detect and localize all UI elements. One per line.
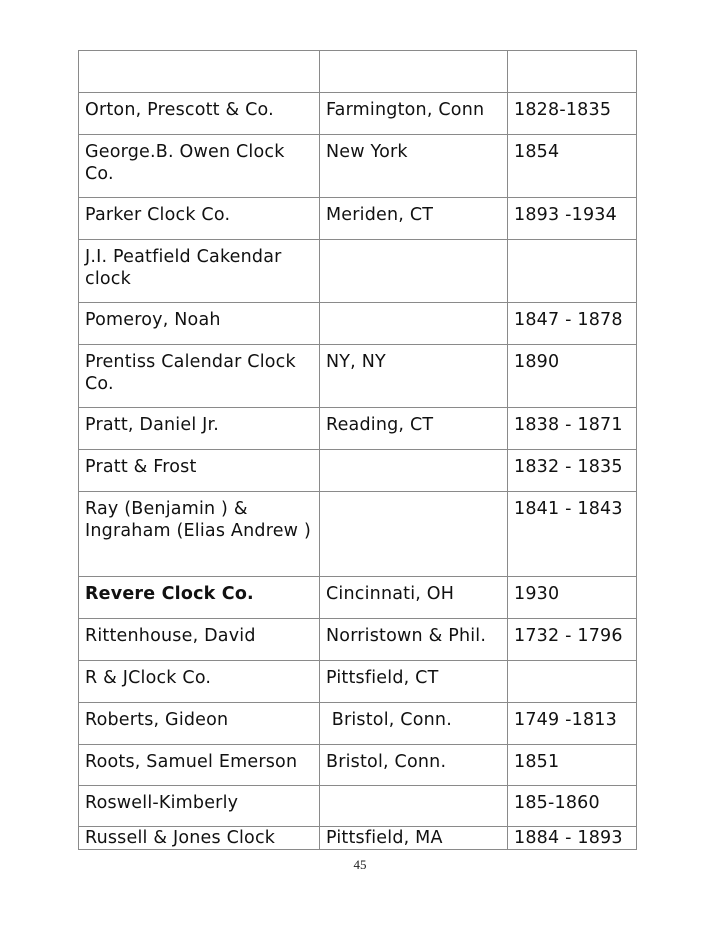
table-row [79,786,637,827]
dates-cell [508,240,637,303]
maker-cell: Roswell-Kimberly [79,786,320,827]
location-cell [320,492,508,577]
table-row [79,240,637,303]
maker-cell: Ray (Benjamin ) & Ingraham (Elias Andrew ) [79,492,320,577]
location-cell: Farmington, Conn [320,93,508,135]
table-row [79,345,637,408]
table-row [79,619,637,661]
location-cell: Reading, CT [320,408,508,450]
table-row [79,93,637,135]
dates-cell: 1847 - 1878 [508,303,637,345]
maker-cell: Orton, Prescott & Co. [79,93,320,135]
location-cell: NY, NY [320,345,508,408]
dates-cell: 1838 - 1871 [508,408,637,450]
maker-cell: Pratt, Daniel Jr. [79,408,320,450]
maker-cell: Roots, Samuel Emerson [79,745,320,786]
table-row [79,408,637,450]
dates-cell: 185-1860 [508,786,637,827]
table-row [79,492,637,577]
location-cell: New York [320,135,508,198]
maker-cell: R & JClock Co. [79,661,320,703]
table-row [79,827,637,850]
location-cell [320,786,508,827]
dates-cell: 1851 [508,745,637,786]
location-cell [320,303,508,345]
table-row [79,303,637,345]
location-cell [320,450,508,492]
maker-cell: Pomeroy, Noah [79,303,320,345]
table-row [79,135,637,198]
table-row [79,577,637,619]
table-row [79,703,637,745]
maker-cell: Parker Clock Co. [79,198,320,240]
dates-cell: 1893 -1934 [508,198,637,240]
maker-cell: Roberts, Gideon [79,703,320,745]
location-cell [320,240,508,303]
maker-cell: George.B. Owen Clock Co. [79,135,320,198]
table-row [79,51,637,93]
dates-cell: 1854 [508,135,637,198]
table-row [79,198,637,240]
maker-cell: Revere Clock Co. [79,577,320,619]
clock-makers-table [78,50,637,850]
maker-cell: Rittenhouse, David [79,619,320,661]
dates-cell: 1832 - 1835 [508,450,637,492]
maker-cell: Pratt & Frost [79,450,320,492]
maker-cell: Russell & Jones Clock [79,827,320,850]
location-cell: Cincinnati, OH [320,577,508,619]
maker-cell: J.I. Peatfield Cakendar clock [79,240,320,303]
table-row [79,661,637,703]
dates-cell [508,51,637,93]
location-cell [320,51,508,93]
dates-cell: 1890 [508,345,637,408]
location-cell: Pittsfield, CT [320,661,508,703]
dates-cell: 1749 -1813 [508,703,637,745]
dates-cell [508,661,637,703]
dates-cell: 1930 [508,577,637,619]
table-row [79,450,637,492]
dates-cell: 1828-1835 [508,93,637,135]
maker-cell [79,51,320,93]
dates-cell: 1732 - 1796 [508,619,637,661]
table-row [79,745,637,786]
dates-cell: 1841 - 1843 [508,492,637,577]
location-cell: Bristol, Conn. [320,703,508,745]
dates-cell: 1884 - 1893 [508,827,637,850]
location-cell: Pittsfield, MA [320,827,508,850]
location-cell: Bristol, Conn. [320,745,508,786]
page-number: 45 [353,857,367,872]
maker-cell: Prentiss Calendar Clock Co. [79,345,320,408]
location-cell: Norristown & Phil. [320,619,508,661]
location-cell: Meriden, CT [320,198,508,240]
